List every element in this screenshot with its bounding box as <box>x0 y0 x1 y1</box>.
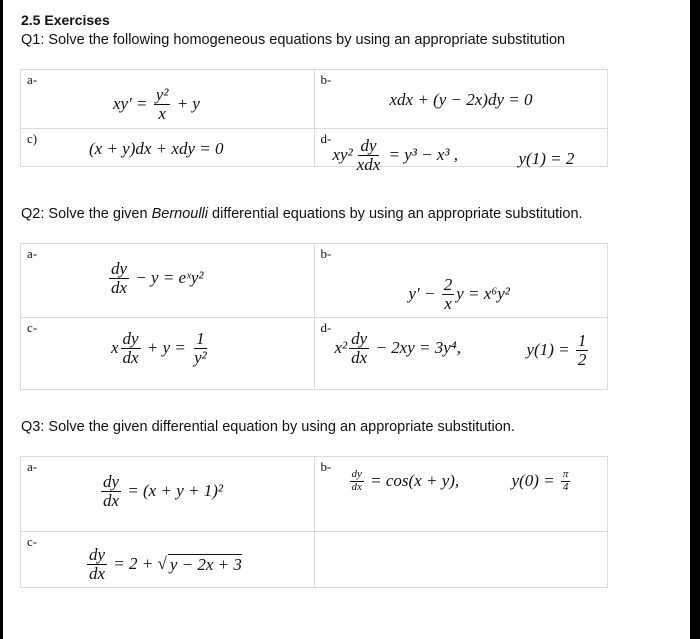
equation <box>333 137 459 174</box>
q3-cell-d <box>314 532 608 588</box>
q2-heading <box>21 206 583 222</box>
equation-text: xy² <box>332 145 353 165</box>
q3-table <box>20 456 608 588</box>
fraction <box>87 546 107 583</box>
cell-label: a- <box>27 72 38 87</box>
fraction <box>350 469 364 493</box>
equation-text: = (x + y + 1)² <box>123 481 223 501</box>
denominator: xdx <box>356 154 381 174</box>
fraction <box>109 260 129 297</box>
equation <box>390 90 533 110</box>
cell-label: b- <box>320 72 332 87</box>
denominator: dx <box>122 347 139 367</box>
right-border <box>690 0 700 639</box>
cell-label: c) <box>27 131 38 146</box>
equation-text: − 2xy = 3y⁴, <box>371 338 461 358</box>
equation <box>527 332 591 369</box>
equation-text: xy′ = <box>113 94 152 114</box>
q1-cell-d <box>314 129 608 174</box>
equation <box>348 469 460 493</box>
q2-heading-post: differential equations by using an appropriate substitution. <box>208 206 583 222</box>
denominator: x <box>444 293 452 313</box>
fraction <box>101 473 121 510</box>
cell-label: b- <box>320 246 332 261</box>
fraction <box>442 276 455 313</box>
numerator: 2 <box>443 275 453 294</box>
left-border <box>0 0 3 639</box>
numerator: y² <box>155 85 169 104</box>
equation <box>519 149 575 169</box>
denominator: 2 <box>577 349 587 369</box>
cell-label: d- <box>320 131 332 146</box>
numerator: dy <box>351 329 368 348</box>
numerator: dy <box>103 472 120 491</box>
numerator: π <box>562 468 569 480</box>
numerator: dy <box>360 136 377 155</box>
fraction <box>121 330 141 367</box>
equation <box>89 139 223 159</box>
q1-cell-c <box>21 129 315 167</box>
numerator: 1 <box>196 329 205 348</box>
numerator: 1 <box>577 331 587 350</box>
denominator: dx <box>89 563 106 583</box>
denominator: dx <box>103 490 120 510</box>
equation-text: xdx + (y − 2x)dy = 0 <box>389 90 533 109</box>
cell-label: c- <box>27 320 38 335</box>
fraction <box>154 86 171 123</box>
equation-text: − y = eˣy² <box>131 268 204 288</box>
fraction <box>561 469 571 493</box>
denominator: y² <box>194 347 207 367</box>
denominator: 4 <box>562 480 569 493</box>
q3-heading: Q3: Solve the given differential equation by using an appropriate substitution. <box>21 419 515 435</box>
q2-cell-c <box>21 318 315 390</box>
fraction <box>576 332 589 369</box>
q1-heading: Q1: Solve the following homogeneous equations by using an appropriate substitution <box>21 32 566 48</box>
equation-text: = cos(x + y), <box>365 471 460 491</box>
numerator: dy <box>89 545 106 564</box>
equation-text: (x + y)dx + xdy = 0 <box>89 139 224 158</box>
cell-label: d- <box>320 320 332 335</box>
q2-heading-em: Bernoulli <box>151 206 208 222</box>
equation <box>113 86 200 123</box>
q3-cell-a <box>21 457 315 532</box>
equation-text: + y = <box>142 338 191 358</box>
q3-cell-c <box>21 532 315 588</box>
equation <box>111 330 211 367</box>
cell-label: b- <box>320 459 332 474</box>
equation <box>85 546 242 583</box>
fraction <box>349 330 369 367</box>
equation <box>99 473 223 510</box>
equation-text: + y <box>172 94 200 114</box>
cell-label: a- <box>27 246 38 261</box>
q1-cell-a <box>21 70 315 129</box>
equation-text: y = x⁶y² <box>456 284 510 304</box>
q1-table <box>20 69 608 174</box>
q3-cell-b <box>314 457 608 532</box>
fraction <box>192 330 209 367</box>
equation <box>512 469 573 493</box>
equation-text: y(1) = <box>526 340 574 360</box>
numerator: dy <box>351 468 362 480</box>
numerator: dy <box>111 259 128 278</box>
equation-text: = y³ − x³ , <box>384 145 459 165</box>
denominator: dx <box>111 277 128 297</box>
equation <box>409 276 510 313</box>
q2-table <box>20 243 608 390</box>
equation <box>107 260 204 297</box>
equation-text: = 2 + √ <box>109 554 167 574</box>
q2-cell-d <box>314 318 608 390</box>
q2-heading-pre: Q2: Solve the given <box>21 206 152 222</box>
q2-cell-b <box>314 244 608 318</box>
cell-label: c- <box>27 534 38 549</box>
equation <box>335 330 461 367</box>
denominator: dx <box>351 347 368 367</box>
denominator: x <box>158 103 166 123</box>
denominator: dx <box>351 480 362 493</box>
q1-cell-b <box>314 70 608 129</box>
q2-cell-a <box>21 244 315 318</box>
equation-text: y′ − <box>408 284 440 304</box>
equation-text: y(0) = <box>511 471 559 491</box>
cell-label: a- <box>27 459 38 474</box>
numerator: dy <box>122 329 139 348</box>
equation-text: x² <box>334 338 348 358</box>
equation-text: y(1) = 2 <box>518 149 575 168</box>
fraction <box>355 137 383 174</box>
page-title: 2.5 Exercises <box>21 12 110 28</box>
equation-text: x <box>111 338 119 358</box>
radicand: y − 2x + 3 <box>169 554 242 574</box>
